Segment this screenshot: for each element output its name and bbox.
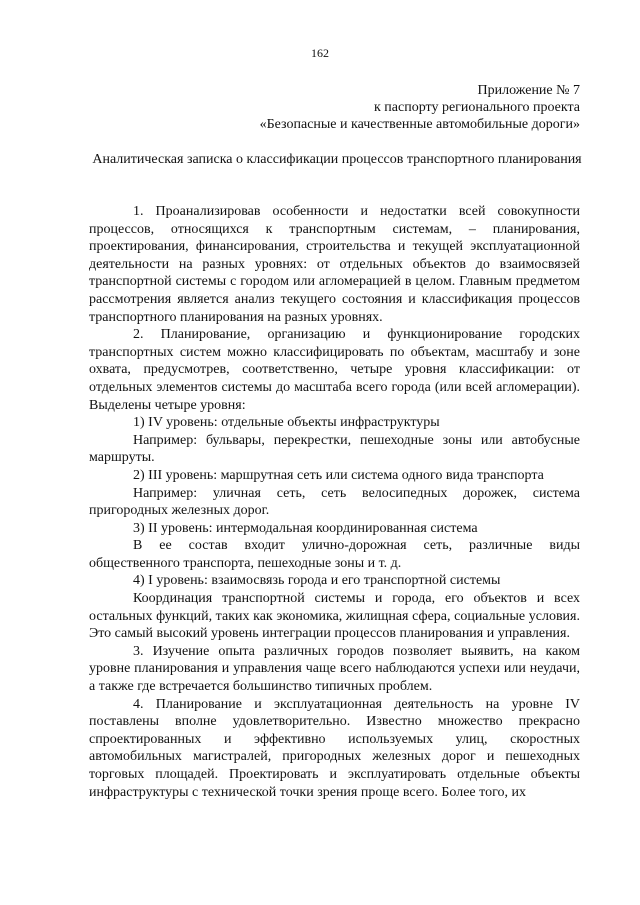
paragraph: 4) I уровень: взаимосвязь города и его транспортной системы (133, 573, 501, 589)
paragraph: 1) IV уровень: отдельные объекты инфраструктуры (133, 415, 440, 431)
appendix-header (260, 82, 580, 133)
paragraph: Координация транспортной системы и города, его объектов и всех остальных функций, таких как экономика, жилищная сфера, социальные условия. Это самый высокий уровень интеграции процессов планирования и управления. (89, 591, 580, 642)
paragraph: 1. Проанализировав особенности и недостатки всей совокупности процессов, относящихся к транспортным системам, – планирования, проектирования, финансирования, строительства и текущей эксплуатационной деятельности на разных уровнях: от отдельных объектов до взаимосвязей транспортной системы с городом или агломерацией в целом. Главным предметом рассмотрения является анализ текущего состояния и классификация процессов транспортного планирования на разных уровнях. (89, 204, 580, 325)
paragraph: Например: уличная сеть, сеть велосипедных дорожек, система пригородных железных дорог. (89, 485, 580, 519)
paragraph: 4. Планирование и эксплуатационная деятельность на уровне IV поставлены вполне удовлетворительно. Известно множество прекрасно спроектированных и эффективно используемых улиц, скоростных автомобильных магистралей, пригородных железных дорог и пешеходных торговых площадей. Проектировать и эксплуатировать отдельные объекты инфраструктуры с технической точки зрения проще всего. Более того, их (89, 696, 580, 800)
paragraph: 2) III уровень: маршрутная сеть или система одного вида транспорта (133, 467, 544, 483)
page-number: 162 (311, 46, 329, 60)
document-title: Аналитическая записка о классификации процессов транспортного планирования (92, 152, 582, 167)
appendix-reference: к паспорту регионального проекта (374, 100, 580, 115)
appendix-project-name: «Безопасные и качественные автомобильные дороги» (259, 117, 580, 132)
paragraph: В ее состав входит улично-дорожная сеть, различные виды общественного транспорта, пешеходные зоны и т. д. (89, 538, 580, 571)
appendix-number: Приложение № 7 (477, 83, 580, 98)
document-body (89, 203, 580, 801)
paragraph: 2. Планирование, организацию и функционирование городских транспортных систем можно классифицировать по объектам, масштабу и зоне охвата, предусмотрев, соответственно, четыре уровня классификации: от отдельных элементов системы до масштаба всего города (или всей агломерации). Выделены четыре уровня: (89, 327, 580, 413)
paragraph: 3. Изучение опыта различных городов позволяет выявить, на каком уровне планирования и управления чаще всего наблюдаются успехи или неудачи, а также где встречается большинство типичных проблем. (89, 643, 580, 695)
paragraph: Например: бульвары, перекрестки, пешеходные зоны или автобусные маршруты. (89, 432, 580, 466)
paragraph: 3) II уровень: интермодальная координированная система (133, 520, 478, 536)
